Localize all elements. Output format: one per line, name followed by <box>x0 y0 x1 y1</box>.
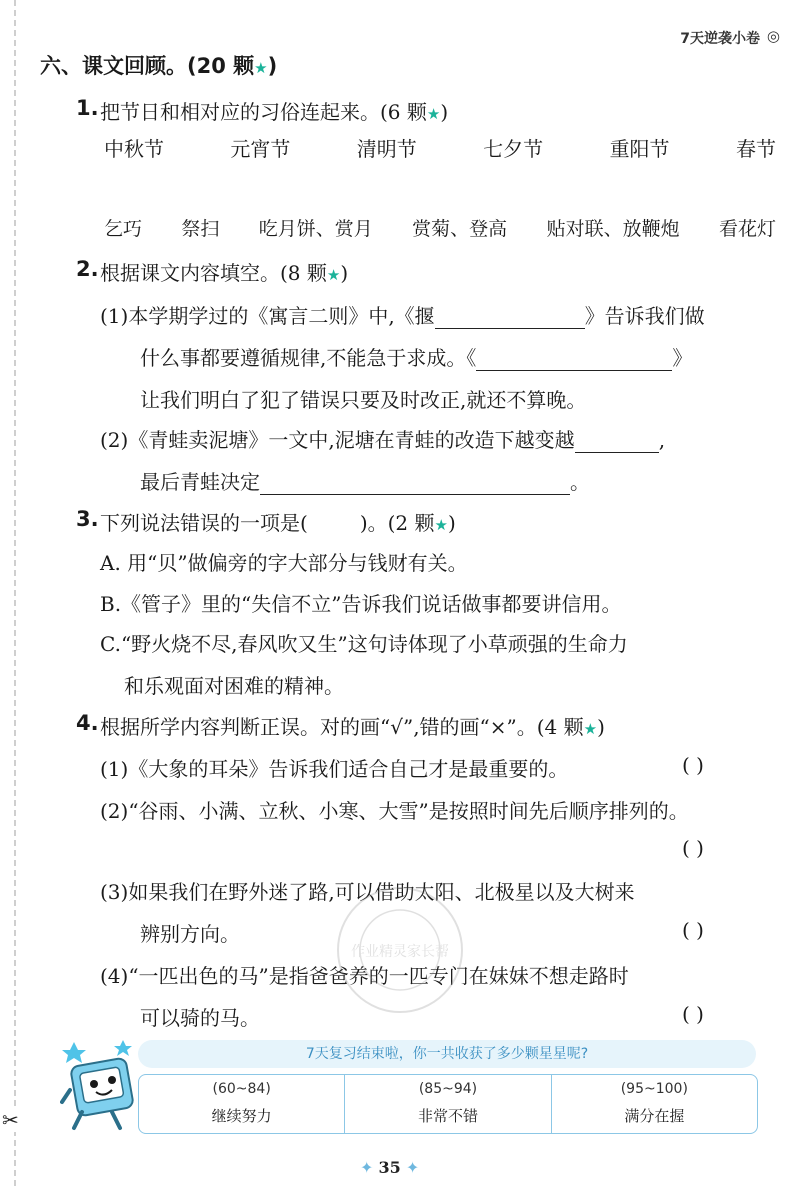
q3-option-c-line1: C.“野火烧不尽,春风吹又生”这句诗体现了小草顽强的生命力 <box>100 632 628 656</box>
score-label: 非常不错 <box>417 1107 478 1125</box>
watermark-stamp <box>330 880 470 1020</box>
custom-item: 祭扫 <box>181 218 220 240</box>
festival-item: 重阳节 <box>609 137 670 161</box>
answer-blank[interactable] <box>476 346 672 371</box>
star-icon: ★ <box>326 266 341 284</box>
section-title: 六、课文回顾。(20 颗★) <box>40 54 278 78</box>
festival-item: 清明节 <box>356 137 417 161</box>
q3-option-c-line2: 和乐观面对困难的精神。 <box>124 674 344 698</box>
festival-item: 春节 <box>735 137 776 161</box>
score-cell <box>552 1075 757 1133</box>
q2-part2-line1: (2)《青蛙卖泥塘》一文中,泥塘在青蛙的改造下越变越 , <box>100 428 666 452</box>
header-title: 7天逆袭小卷 <box>680 31 760 47</box>
answer-blank[interactable] <box>260 470 570 495</box>
question-4-text: 根据所学内容判断正误。对的画“√”,错的画“×”。(4 颗★) <box>100 715 605 739</box>
score-cell <box>139 1075 345 1133</box>
score-cell <box>345 1075 551 1133</box>
score-range: (95~100) <box>620 1081 688 1097</box>
mascot-illustration <box>60 1040 146 1136</box>
question-1-text: 把节日和相对应的习俗连起来。(6 颗★) <box>100 100 449 124</box>
answer-parentheses[interactable]: ( ) <box>682 1002 704 1026</box>
q4-item-4-line2: 可以骑的马。 <box>140 1006 260 1030</box>
spiral-icon: ◎ <box>766 27 780 45</box>
scissors-icon: ✂ <box>2 1108 19 1132</box>
custom-item: 看花灯 <box>718 218 776 240</box>
star-icon: ★ <box>434 516 448 534</box>
score-section <box>60 1040 764 1136</box>
answer-paren-space[interactable] <box>308 511 360 535</box>
q3-option-a: A. 用“贝”做偏旁的字大部分与钱财有关。 <box>100 551 468 575</box>
q4-item-2: (2)“谷雨、小满、立秋、小寒、大雪”是按照时间先后顺序排列的。 <box>100 799 689 823</box>
question-3-text: 下列说法错误的一项是( )。(2 颗★) <box>100 511 456 535</box>
custom-item: 吃月饼、赏月 <box>258 218 373 240</box>
page-number: ✦ 35 ✦ <box>360 1158 420 1177</box>
custom-item: 赏菊、登高 <box>412 218 508 240</box>
q2-part1-line2: 什么事都要遵循规律,不能急于求成。《 》 <box>140 346 693 370</box>
q2-part2-line2: 最后青蛙决定 。 <box>140 470 590 494</box>
score-table <box>138 1074 758 1134</box>
q2-part1-line1: (1)本学期学过的《寓言二则》中,《揠 》告诉我们做 <box>100 304 705 328</box>
star-icon: ★ <box>254 59 268 77</box>
q4-item-4-line1: (4)“一匹出色的马”是指爸爸养的一匹专门在妹妹不想走路时 <box>100 964 629 988</box>
q4-item-1: (1)《大象的耳朵》告诉我们适合自己才是最重要的。 <box>100 757 569 781</box>
answer-blank[interactable] <box>575 428 659 453</box>
score-label: 继续努力 <box>211 1107 272 1125</box>
sparkle-icon: ✦ <box>360 1158 379 1177</box>
answer-parentheses[interactable]: ( ) <box>682 753 704 777</box>
festival-item: 元宵节 <box>230 137 291 161</box>
q3-option-b: B.《管子》里的“失信不立”告诉我们说话做事都要讲信用。 <box>100 592 622 616</box>
answer-parentheses[interactable]: ( ) <box>682 918 704 942</box>
festival-list <box>104 133 776 162</box>
festival-item: 七夕节 <box>483 137 544 161</box>
score-label: 满分在握 <box>624 1107 685 1125</box>
cut-guide-line <box>14 0 16 1186</box>
sparkle-icon: ✦ <box>400 1158 420 1177</box>
q4-item-3-line2: 辨别方向。 <box>140 922 240 946</box>
answer-blank[interactable] <box>435 304 585 329</box>
custom-item: 贴对联、放鞭炮 <box>546 218 680 240</box>
answer-parentheses[interactable]: ( ) <box>682 836 704 860</box>
question-number: 1. <box>76 96 99 120</box>
star-icon <box>62 1042 86 1063</box>
score-range: (85~94) <box>418 1081 478 1097</box>
custom-item: 乞巧 <box>104 218 143 240</box>
question-number: 2. <box>76 257 99 281</box>
festival-item: 中秋节 <box>104 137 164 161</box>
question-2-text: 根据课文内容填空。(8 颗★) <box>100 261 349 285</box>
star-icon <box>114 1040 132 1056</box>
star-icon: ★ <box>583 720 598 738</box>
watermark-text: 作业精灵家长帮 <box>351 944 449 960</box>
star-icon: ★ <box>426 105 441 123</box>
score-range: (60~84) <box>212 1081 271 1097</box>
score-banner: 7天复习结束啦，你一共收获了多少颗星星呢? <box>138 1040 756 1068</box>
question-number: 4. <box>76 711 99 735</box>
custom-list <box>104 214 776 241</box>
q2-part1-line3: 让我们明白了犯了错误只要及时改正,就还不算晚。 <box>140 388 587 412</box>
q4-item-3-line1: (3)如果我们在野外迷了路,可以借助太阳、北极星以及大树来 <box>100 880 635 904</box>
question-number: 3. <box>76 507 99 531</box>
